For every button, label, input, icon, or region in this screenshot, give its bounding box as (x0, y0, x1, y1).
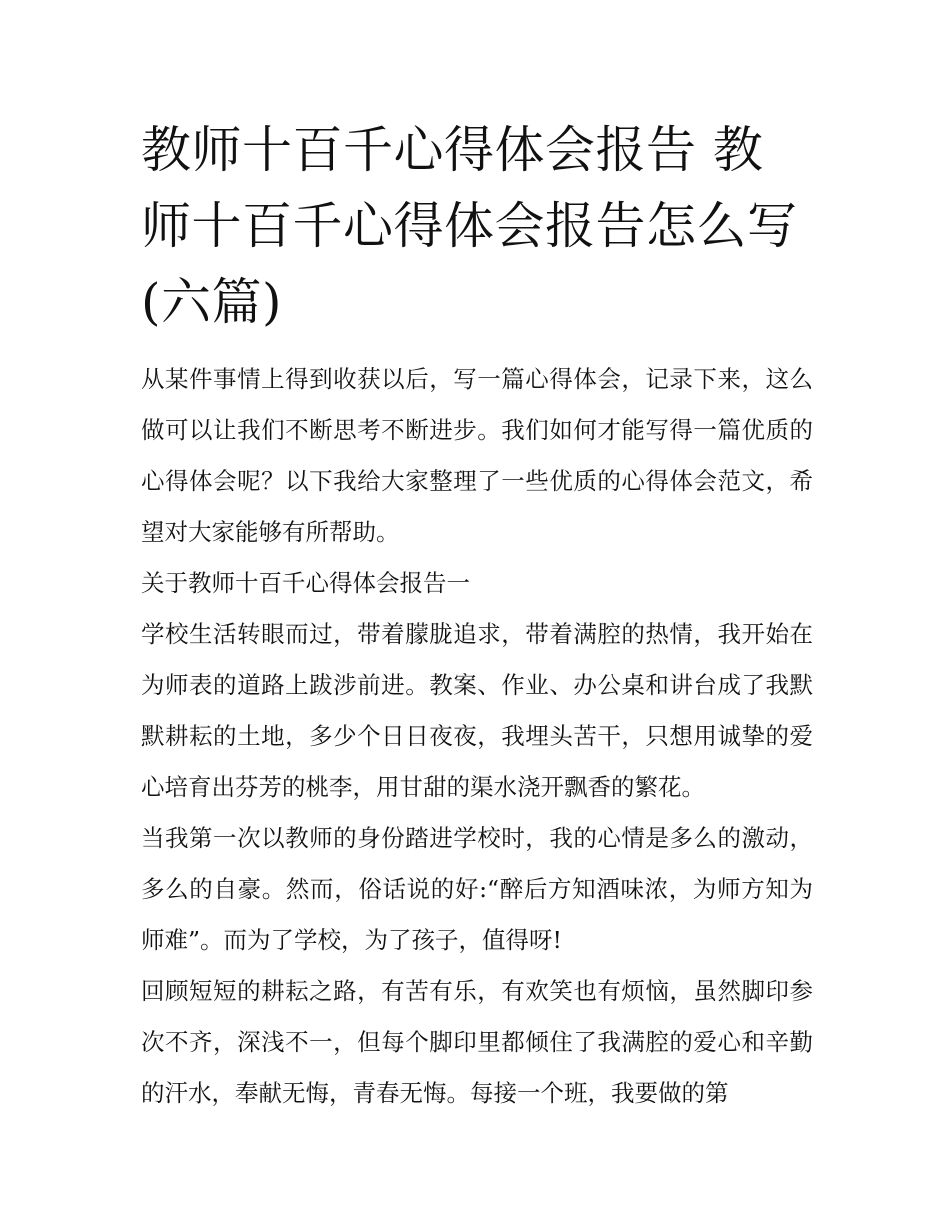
document-page (141, 112, 813, 1119)
body-paragraph: 学校生活转眼而过，带着朦胧追求，带着满腔的热情，我开始在为师表的道路上跋涉前进。教案、作业、办公桌和讲台成了我默默耕耘的土地，多少个日日夜夜，我埋头苦干，只想用诚挚的爱心培育出芬芳的桃李，用甘甜的渠水浇开飘香的繁花。 (141, 620, 813, 801)
document-body (141, 354, 813, 1119)
body-paragraph: 当我第一次以教师的身份踏进学校时，我的心情是多么的激动，多么的自豪。然而，俗话说的好:“醉后方知酒味浓，为师方知为师难”。而为了学校，为了孩子，值得呀! (141, 824, 813, 954)
document-title: 教师十百千心得体会报告 教师十百千心得体会报告怎么写(六篇) (141, 121, 798, 331)
section-heading: 关于教师十百千心得体会报告一 (141, 569, 470, 597)
body-paragraph: 回顾短短的耕耘之路，有苦有乐，有欢笑也有烦恼，虽然脚印参次不齐，深浅不一，但每个脚印里都倾住了我满腔的爱心和辛勤的汗水，奉献无悔，青春无悔。每接一个班，我要做的第 (141, 977, 813, 1107)
intro-paragraph: 从某件事情上得到收获以后，写一篇心得体会，记录下来，这么做可以让我们不断思考不断进步。我们如何才能写得一篇优质的心得体会呢？以下我给大家整理了一些优质的心得体会范文，希望对大家能够有所帮助。 (141, 365, 813, 546)
